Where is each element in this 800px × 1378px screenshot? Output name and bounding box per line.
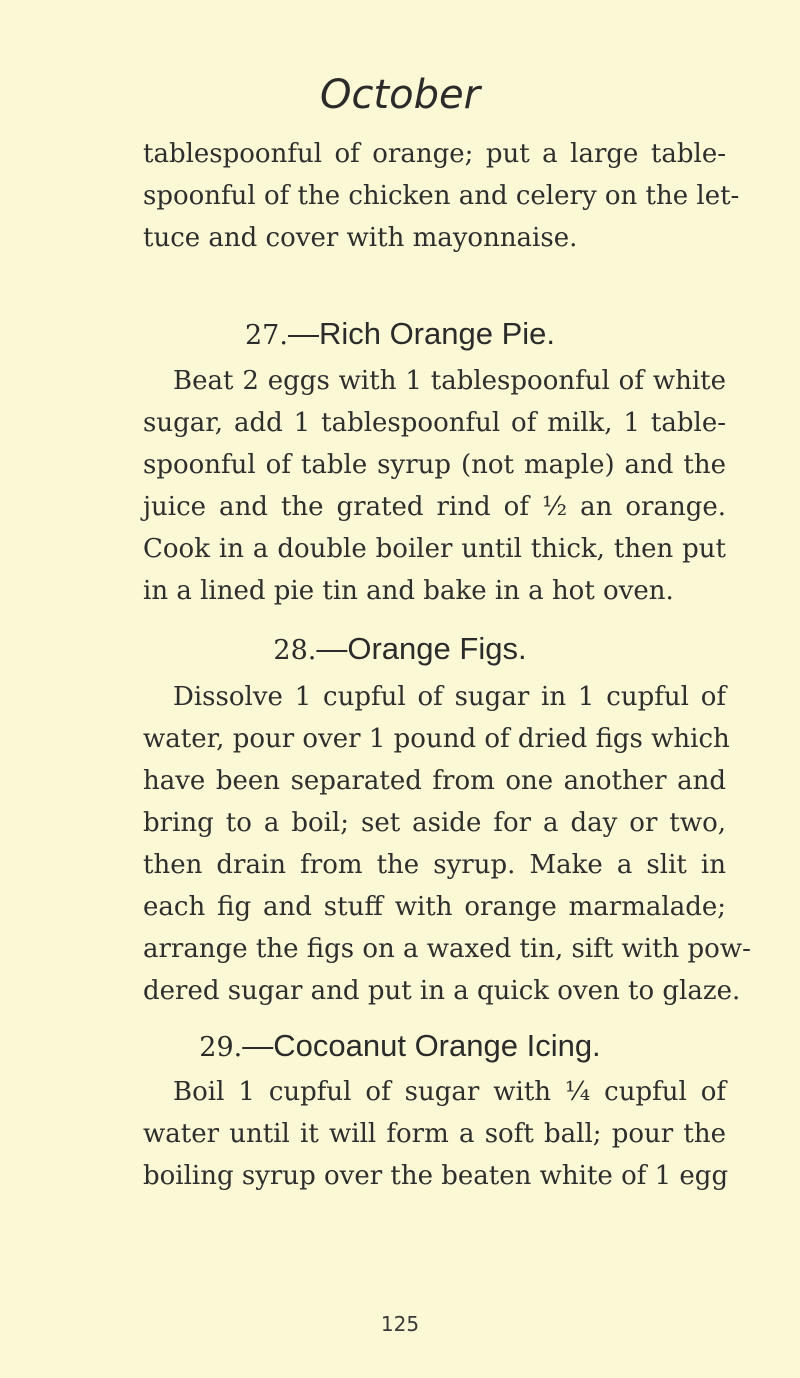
recipe-number: 28.: [273, 635, 317, 666]
text-line: arrange the figs on a waxed tin, sift with pow-: [143, 934, 751, 964]
recipe-title: Orange Figs.: [347, 631, 527, 666]
text-line: water until it will form a soft ball; pour the: [143, 1119, 726, 1149]
text-line: water, pour over 1 pound of dried figs which: [143, 724, 730, 754]
page-number: 125: [380, 1312, 420, 1336]
text-line: then drain from the syrup. Make a slit in: [143, 850, 726, 880]
text-line: each fig and stuff with orange marmalade;: [143, 892, 726, 922]
text-line: Cook in a double boiler until thick, then put: [143, 534, 726, 564]
text-line: tablespoonful of orange; put a large table-: [143, 139, 726, 169]
recipe-number: 29.: [199, 1032, 243, 1063]
text-line: Dissolve 1 cupful of sugar in 1 cupful of: [173, 682, 726, 712]
text-line: have been separated from one another and: [143, 766, 726, 796]
recipe-number: 27.: [244, 320, 288, 351]
text-line: juice and the grated rind of ½ an orange.: [143, 492, 726, 522]
text-line: spoonful of the chicken and celery on the let-: [143, 181, 740, 211]
text-line: in a lined pie tin and bake in a hot oven.: [143, 576, 674, 606]
recipe-heading-27: [0, 313, 800, 357]
text-line: spoonful of table syrup (not maple) and the: [143, 450, 726, 480]
recipe-title: Rich Orange Pie.: [318, 316, 555, 351]
text-line: bring to a boil; set aside for a day or two,: [143, 808, 726, 838]
text-line: sugar, add 1 tablespoonful of milk, 1 table-: [143, 408, 726, 438]
recipe-body-28: [143, 676, 751, 1012]
running-head: October: [319, 72, 481, 118]
heading-dash: —: [242, 1028, 274, 1063]
text-line: boiling syrup over the beaten white of 1 egg: [143, 1161, 729, 1191]
text-line: tuce and cover with mayonnaise.: [143, 223, 578, 253]
heading-dash: —: [287, 316, 319, 351]
heading-dash: —: [316, 631, 348, 666]
text-line: Beat 2 eggs with 1 tablespoonful of white: [173, 366, 726, 396]
recipe-heading-28: [0, 628, 800, 672]
continued-paragraph: [143, 133, 740, 259]
recipe-body-29: [143, 1071, 729, 1197]
recipe-title: Cocoanut Orange Icing.: [273, 1028, 601, 1063]
text-line: dered sugar and put in a quick oven to glaze.: [143, 976, 741, 1006]
recipe-heading-29: [0, 1025, 800, 1069]
text-line: Boil 1 cupful of sugar with ¼ cupful of: [173, 1077, 726, 1107]
recipe-body-27: [143, 360, 726, 612]
